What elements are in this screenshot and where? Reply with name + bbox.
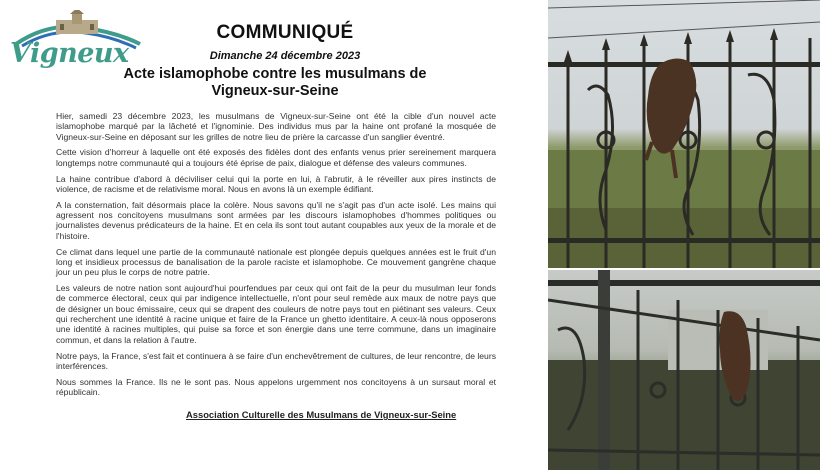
document-title: COMMUNIQUÉ <box>216 22 354 43</box>
headline-line-2: Vigneux-sur-Seine <box>211 83 339 99</box>
headline-line-1: Acte islamophobe contre les musulmans de <box>123 66 427 82</box>
fence-photo-illustration <box>548 0 820 268</box>
photo-fence-carcass-bottom <box>548 270 820 470</box>
body-text <box>56 111 496 403</box>
paragraph: La haine contribue d'abord à déciviliser celui qui la porte en lui, à l'abrutir, à le réveiller aux pires instincts de violence, de racisme et de relativisme moral. Nous en avons là un exemple édifiant. <box>56 173 496 194</box>
paragraph: Les valeurs de notre nation sont aujourd'hui pourfendues par ceux qui ont fait de la peur du musulman leur fonds de commerce électoral, ceux qui par indigence intellectuelle, n'ont pour seul remède aux maux de notre pays que de désigner un bouc émissaire, ceux qui se drapent des couleurs de notre pays tout en piétinant ses valeurs. Ceux qui recherchent une identité à racine unique et faire de la France un ghetto identitaire. A ceux-là nous opposerons une identité à racines multiples, qui puise sa force et son énergie dans une terre commune, dans un imaginaire commun, et dans la relation à l'autre. <box>56 283 496 345</box>
paragraph: Notre pays, la France, s'est fait et continuera à se faire d'un enchevêtrement de cultures, de leur rencontre, de leurs interférences. <box>56 350 496 371</box>
paragraph: A la consternation, fait désormais place la colère. Nous savons qu'il ne s'agit pas d'un acte isolé. Les mains qui agressent nos concitoyens musulmans sont armées par les discours islamophobes d'hommes politiques ou journalistes devenus prédicateurs de la haine. Et en cela ils sont tout autant coupables aux yeux de la morale et de l'histoire. <box>56 199 496 241</box>
fence-photo-illustration-2 <box>548 270 820 470</box>
paragraph: Nous sommes la France. Ils ne le sont pas. Nous appelons urgemment nos concitoyens à un sursaut moral et républicain. <box>56 376 496 397</box>
document-date: Dimanche 24 décembre 2023 <box>209 50 361 62</box>
logo-text: Vigneux <box>10 38 129 69</box>
signature: Association Culturelle des Musulmans de Vigneux-sur-Seine <box>186 409 457 420</box>
vigneux-logo <box>8 10 144 72</box>
headline <box>60 66 490 100</box>
paragraph: Cette vision d'horreur à laquelle ont été exposés des fidèles dont des enfants venus prier sereinement marquera longtemps notre communauté qui a toujours été éprise de paix, dialogue et défense des valeurs communes. <box>56 147 496 168</box>
photo-fence-carcass-top <box>548 0 820 268</box>
paragraph: Hier, samedi 23 décembre 2023, les musulmans de Vigneux-sur-Seine ont été la cible d'un nouvel acte islamophobe marqué par la lâcheté et l'ignominie. Des individus mus par la haine ont profané la mosquée de Vigneux-sur-Seine en déposant sur les grilles de notre lieu de prière la carcasse d'un sanglier éventré. <box>56 111 496 142</box>
paragraph: Ce climat dans lequel une partie de la communauté nationale est plongée depuis quelques années est le fruit d'un long et insidieux processus de banalisation de la parole raciste et islamophobe. Ce mouvement gangrène chaque jour un peu plus le corps de notre patrie. <box>56 246 496 278</box>
